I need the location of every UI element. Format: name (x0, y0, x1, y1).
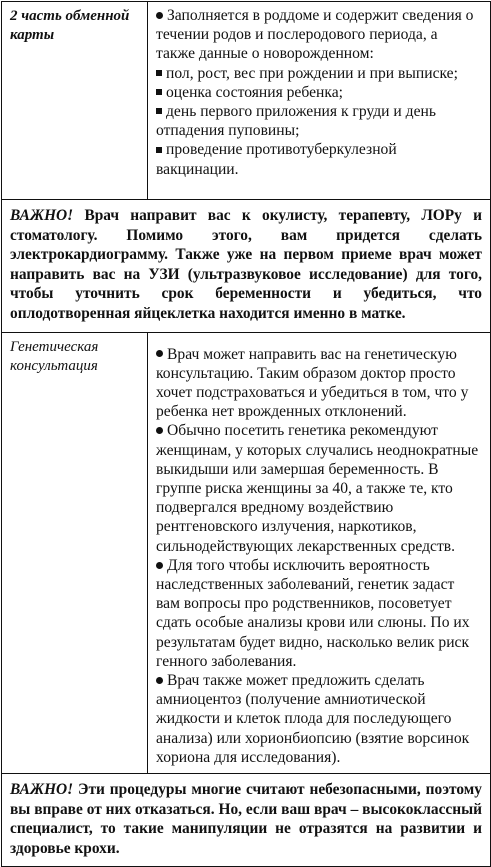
important-note-row (2, 200, 491, 333)
bullet-square-icon (156, 108, 162, 114)
list-item: день первого приложения к груди и день отпадения пуповины; (156, 103, 436, 140)
genetic-consultation-content (148, 332, 491, 773)
bullet-dot-icon (156, 12, 163, 19)
important-note-text: Врач направит вас к окулисту, терапевту, ЛОРу и стоматологу. Помимо этого, вам придется сделать электрокардиограмму. Также уже на первом приеме врач может направить вас на УЗИ (ультразвуковое исследование) для того, чтобы уточнить срок беременности и убедиться, что оплодотворенная яйцеклетка находится именно в матке. (10, 207, 483, 322)
list-item: Для того чтобы исключить вероятность наследственных заболеваний, генетик задаст вам вопросы про родственников, посоветует сдать особые анализы крови или слюны. По их результатам будет видно, насколько велик риск генного заболевания. (156, 556, 470, 670)
bullet-square-icon (156, 147, 162, 153)
bullet-dot-icon (156, 677, 163, 684)
bullet-dot-icon (156, 350, 163, 357)
bullet-square-icon (156, 70, 162, 76)
bullet-square-icon (156, 89, 162, 95)
important-note-row (2, 774, 491, 867)
important-note-lead: ВАЖНО! (10, 781, 74, 799)
important-note-lead: ВАЖНО! (10, 207, 74, 224)
list-item: Заполняется в роддоме и содержит сведения о течении родов и послеродового периода, а также данные о новорожденном: (156, 7, 474, 63)
exchange-card-content (148, 2, 491, 200)
list-item: проведение противотуберкулезной вакцинации. (156, 141, 397, 178)
list-item: пол, рост, вес при рождении и при выписке; (156, 64, 480, 83)
exchange-card-row (2, 2, 491, 200)
bullet-dot-icon (156, 562, 163, 569)
list-item: Обычно посетить генетика рекомендуют женщинам, у которых случались неоднократные выкидыши или замершая беременность. В группе риска женщины за 40, а также те, кто подвергался вредному воздействию рентгеновского излучения, наркотиков, сильнодействующих лекарственных средств. (156, 422, 479, 555)
list-item: Врач также может предложить сделать амниоцентоз (получение амниотической жидкости и клеток плода для последующего анализа) или хорионбиопсию (взятие ворсинок хориона для исследования). (156, 672, 470, 766)
genetic-consultation-label: Генетическая консультация (2, 332, 148, 773)
important-note-text: Эти процедуры многие считают небезопасными, поэтому вы вправе от них отказаться. Но, если ваш врач – высококлассный специалист, то такие манипуляции не отразятся на развитии и здоровье крохи. (10, 781, 482, 857)
important-note-2 (2, 774, 491, 867)
list-item: оценка состояния ребенка; (156, 83, 480, 102)
exchange-card-label: 2 часть обменной карты (2, 2, 148, 200)
bullet-dot-icon (156, 427, 163, 434)
list-item: Врач может направить вас на генетическую консультацию. Таким образом доктор просто хочет подстраховаться и убедиться в том, что у ребенка нет врожденных отклонений. (156, 345, 469, 421)
info-table (1, 1, 491, 867)
important-note-1 (2, 200, 491, 333)
genetic-consultation-row (2, 332, 491, 773)
